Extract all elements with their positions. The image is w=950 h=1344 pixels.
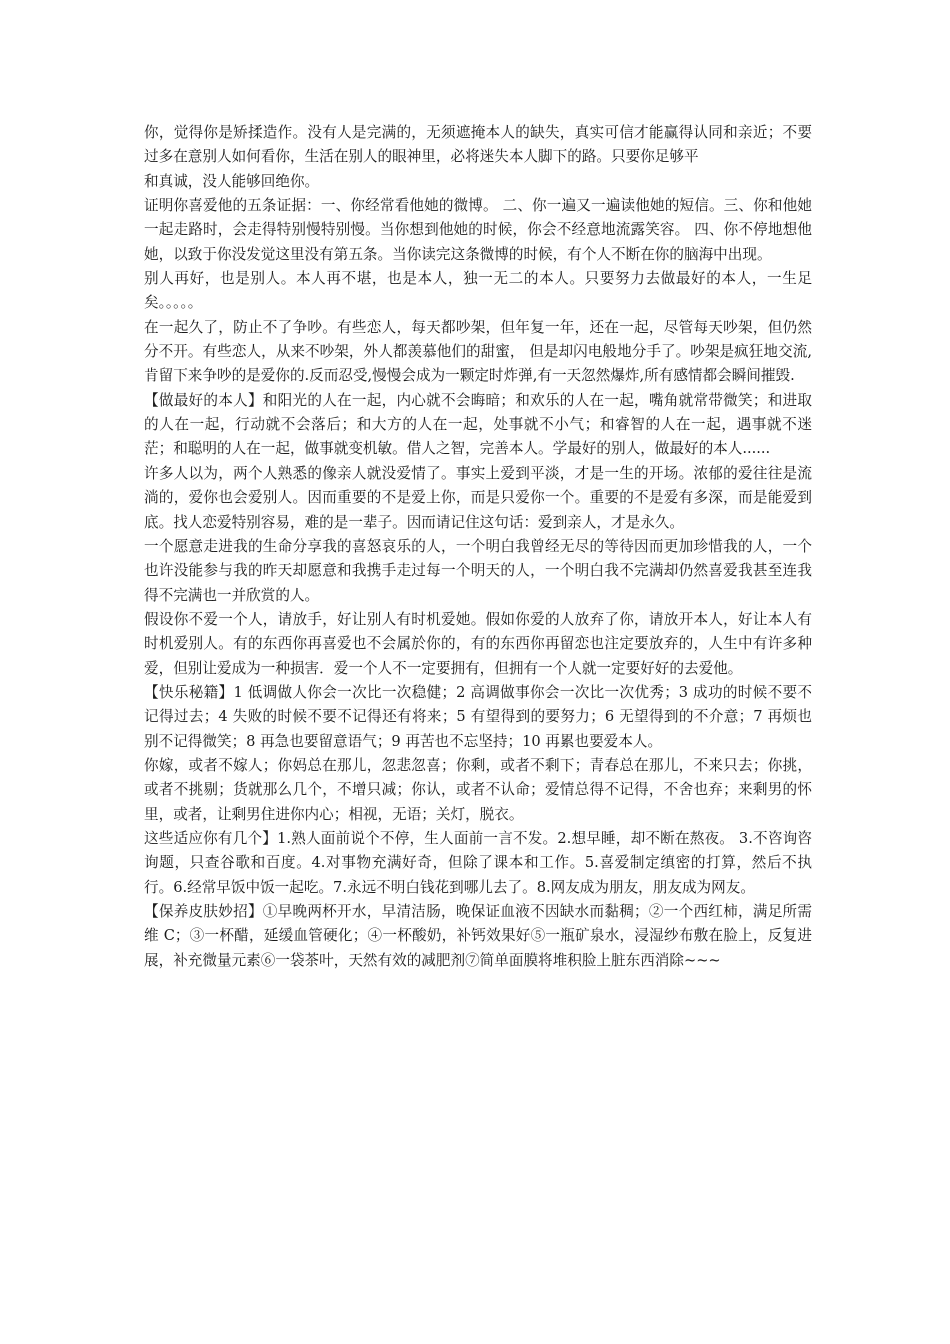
paragraph-7: 许多人以为，两个人熟悉的像亲人就没爱情了。事实上爱到平淡，才是一生的开场。浓郁的爱往往是流淌的，爱你也会爱别人。因而重要的不是爱上你，而是只爱你一个。重要的不是爱有多深，而是能爱到底。找人恋爱特别容易，难的是一辈子。因而请记住这句话：爱到亲人，才是永久。 [144,464,812,531]
paragraph-13: 【保养皮肤妙招】①早晚两杯开水，早清洁肠，晚保证血液不因缺水而黏稠；②一个西红柿，满足所需维 C；③一杯醋，延缓血管硬化；④一杯酸奶，补钙效果好⑤一瓶矿泉水，浸湿纱布敷在脸上，反复进展，补充微量元素⑥一袋茶叶，天然有效的减肥剂⑦简单面膜将堆积脸上脏东西消除~~~ [144,903,812,969]
paragraph-4: 别人再好，也是别人。本人再不堪，也是本人，独一无二的本人。只要努力去做最好的本人，一生足矣。。。。。 [144,270,812,312]
paragraph-11: 你嫁，或者不嫁人；你妈总在那儿，忽悲忽喜；你剩，或者不剩下；青春总在那儿，不来只去；你挑，或者不挑剔；货就那么几个，不增只减；你认，或者不认命；爱情总得不记得，不舍也弃；来剩男的怀里，或者，让剩男住进你内心；相视，无语；关灯，脱衣。 [144,756,812,823]
paragraph-1: 你，觉得你是矫揉造作。没有人是完满的，无须遮掩本人的缺失，真实可信才能赢得认同和亲近；不要过多在意别人如何看你，生活在别人的眼神里，必将迷失本人脚下的路。只要你足够平 [144,124,812,166]
paragraph-12: 这些适应你有几个】1.熟人面前说个不停，生人面前一言不发。2.想早睡，却不断在熬夜。 3.不咨询咨询题，只查谷歌和百度。4.对事物充满好奇，但除了课本和工作。5.喜爱制定缜密的打算，然后不执行。6.经常早饭中饭一起吃。7.永远不明白钱花到哪儿去了。8.网友成为朋友，朋友成为网友。 [144,829,812,896]
paragraph-10: 【快乐秘籍】1 低调做人你会一次比一次稳健；2 高调做事你会一次比一次优秀；3 成功的时候不要不记得过去；4 失败的时候不要不记得还有将来；5 有望得到的要努力；6 无望得到的不介意；7 再烦也别不记得微笑；8 再急也要留意语气；9 再苦也不忘坚持；10 再累也要爱本人。 [144,683,812,750]
paragraph-2: 和真诚，没人能够回绝你。 [144,172,320,190]
paragraph-6: 【做最好的本人】和阳光的人在一起，内心就不会晦暗；和欢乐的人在一起，嘴角就常带微笑；和进取的人在一起，行动就不会落后；和大方的人在一起，处事就不小气；和睿智的人在一起，遇事就不迷茫；和聪明的人在一起，做事就变机敏。借人之智，完善本人。学最好的别人，做最好的本人...... [144,391,812,458]
document-body [144,121,812,973]
paragraph-8: 一个愿意走进我的生命分享我的喜怒哀乐的人，一个明白我曾经无尽的等待因而更加珍惜我的人，一个也许没能参与我的昨天却愿意和我携手走过每一个明天的人，一个明白我不完满却仍然喜爱我甚至连我得不完满也一并欣赏的人。 [144,537,812,604]
paragraph-3: 证明你喜爱他的五条证据：一、你经常看他她的微博。 二、你一遍又一遍读他她的短信。三、你和他她一起走路时，会走得特别慢特别慢。当你想到他她的时候，你会不经意地流露笑容。 四、你不停地想他她，以致于你没发觉这里没有第五条。当你读完这条微博的时候，有个人不断在你的脑海中出现。 [144,197,812,263]
paragraph-9: 假设你不爱一个人，请放手，好让别人有时机爱她。假如你爱的人放弃了你，请放开本人，好让本人有时机爱别人。有的东西你再喜爱也不会属於你的，有的东西你再留恋也注定要放弃的，人生中有许多种爱，但别让爱成为一种损害．爱一个人不一定要拥有，但拥有一个人就一定要好好的去爱他。 [144,610,812,677]
paragraph-5: 在一起久了，防止不了争吵。有些恋人，每天都吵架，但年复一年，还在一起，尽管每天吵架，但仍然分不开。有些恋人，从来不吵架，外人都羡慕他们的甜蜜， 但是却闪电般地分手了。吵架是疯狂地交流,肯留下来争吵的是爱你的.反而忍受,慢慢会成为一颗定时炸弹,有一天忽然爆炸,所有感情都会瞬间摧毁. [144,318,812,385]
